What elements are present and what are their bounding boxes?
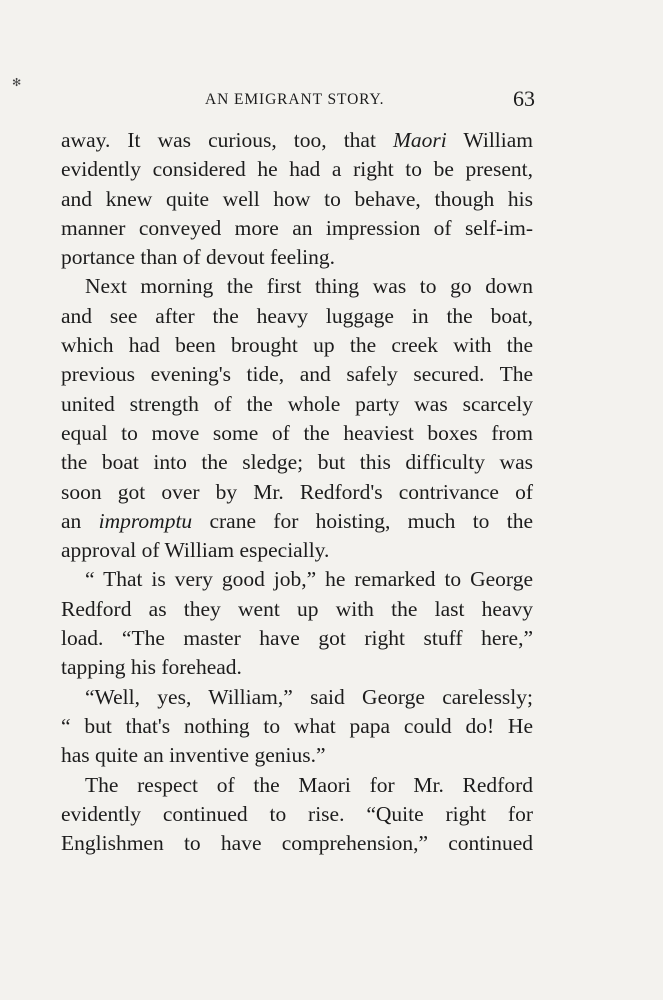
text-line: “ but that's nothing to what papa could do! He [61, 713, 533, 738]
text-line: approval of William especially. [61, 538, 330, 563]
text-line: manner conveyed more an impression of self-im- [61, 215, 533, 240]
body-text [61, 126, 533, 858]
text-line: Next morning the first thing was to go down [85, 274, 533, 299]
text-line: tapping his forehead. [61, 655, 242, 680]
text-line: “Well, yes, William,” said George carelessly; [85, 684, 533, 709]
text-line: equal to move some of the heaviest boxes from [61, 420, 533, 445]
text-line: previous evening's tide, and safely secured. The [61, 362, 533, 387]
text-line: and see after the heavy luggage in the boat, [61, 303, 533, 328]
text-line: “ That is very good job,” he remarked to George [85, 567, 533, 592]
running-head-title: AN EMIGRANT STORY. [205, 91, 385, 108]
margin-speck: ✻ [12, 76, 22, 89]
text-line: the boat into the sledge; but this difficulty was [61, 450, 533, 475]
paragraph [61, 272, 533, 565]
text-line: soon got over by Mr. Redford's contrivance of [61, 479, 533, 504]
text-line: load. “The master have got right stuff here,” [61, 626, 533, 651]
text-line: and knew quite well how to behave, though his [61, 186, 533, 211]
text-line: away. It was curious, too, that Maori William [61, 128, 534, 152]
text-line: which had been brought up the creek with the [61, 333, 533, 358]
paragraph [61, 126, 533, 272]
text-line: an impromptu crane for hoisting, much to the [61, 508, 533, 533]
paragraph [61, 771, 533, 859]
text-line: Englishmen to have comprehension,” continued [61, 831, 533, 856]
paragraph [61, 683, 533, 771]
text-line: united strength of the whole party was scarcely [61, 391, 533, 416]
page-number: 63 [513, 86, 535, 111]
text-line: has quite an inventive genius.” [61, 743, 326, 768]
text-line: The respect of the Maori for Mr. Redford [85, 772, 533, 797]
text-line: portance than of devout feeling. [61, 245, 336, 270]
paragraph [61, 565, 533, 682]
running-head [205, 86, 535, 112]
text-line: evidently considered he had a right to be present, [61, 157, 533, 182]
text-line: Redford as they went up with the last heavy [61, 596, 533, 621]
text-line: evidently continued to rise. “Quite right for [61, 801, 533, 826]
